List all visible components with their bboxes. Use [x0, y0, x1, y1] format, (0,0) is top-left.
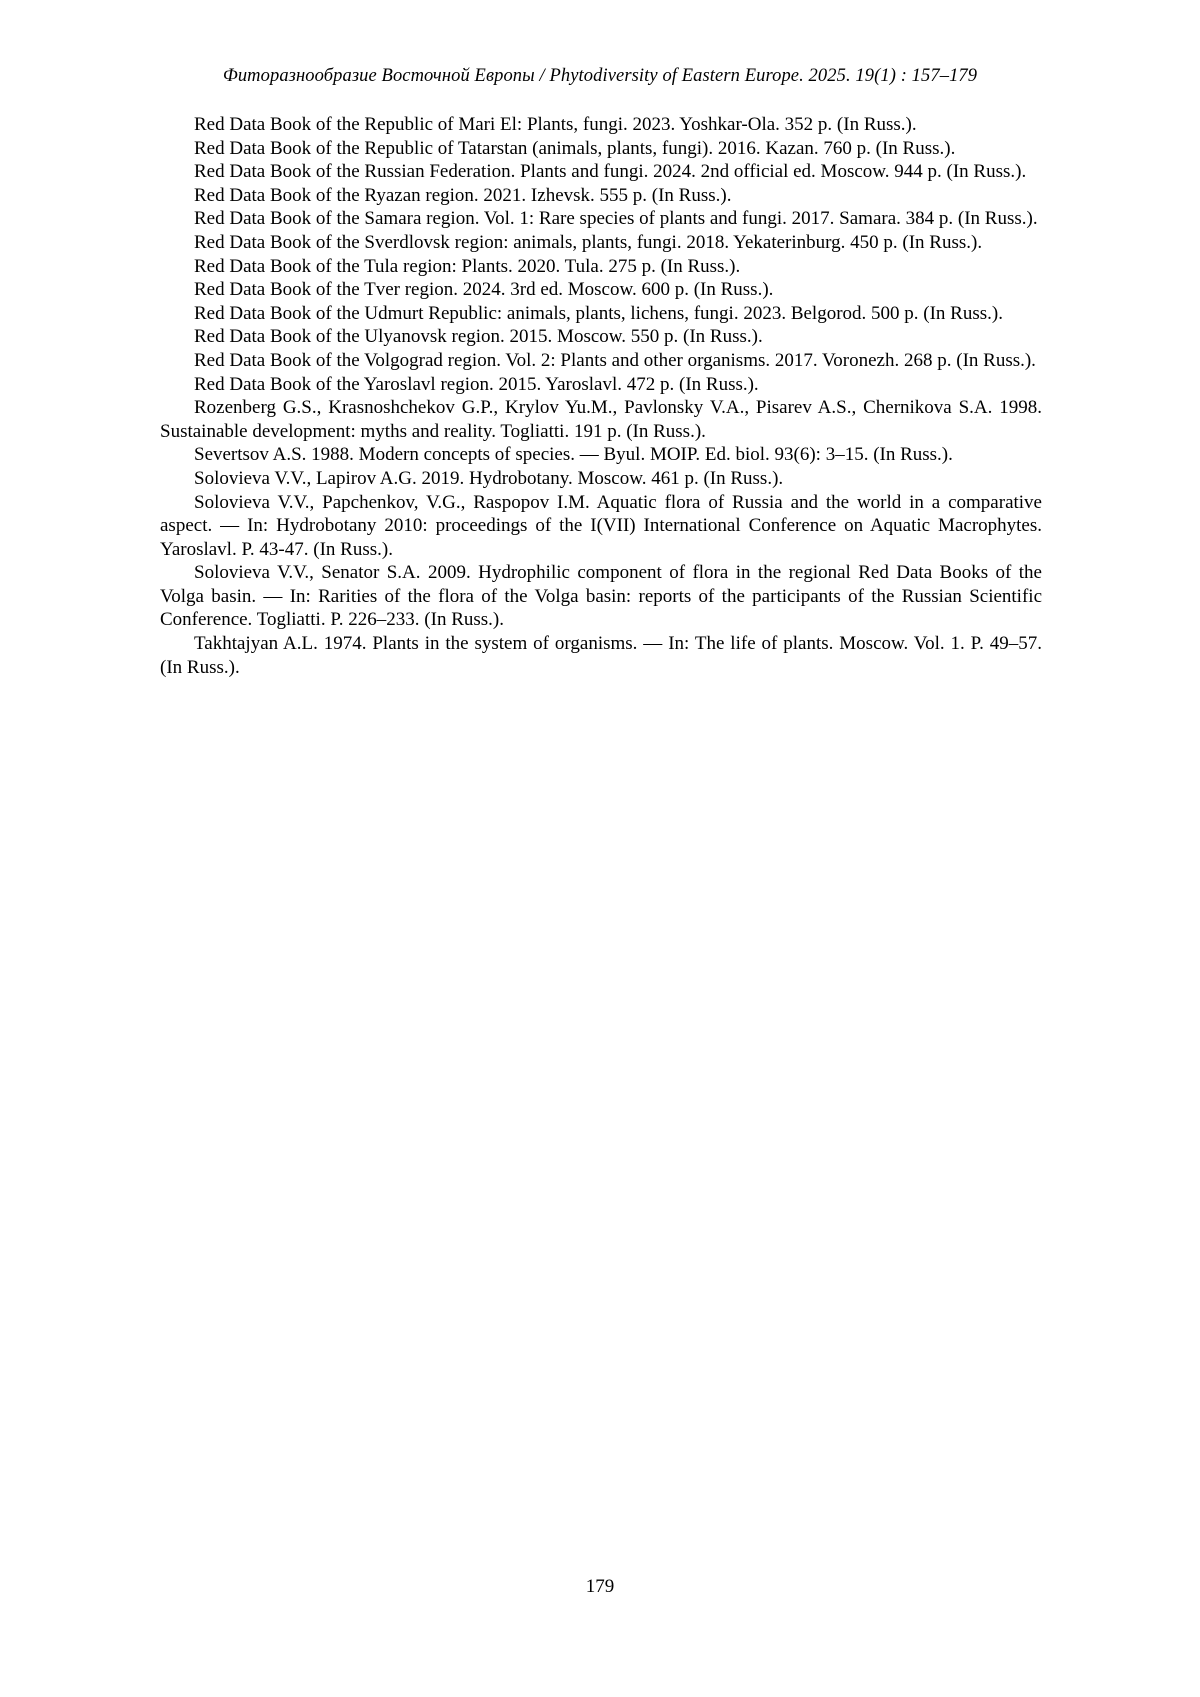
- reference-item: Red Data Book of the Ryazan region. 2021. Izhevsk. 555 p. (In Russ.).: [194, 184, 732, 206]
- reference-item: Red Data Book of the Ulyanovsk region. 2015. Moscow. 550 p. (In Russ.).: [194, 326, 763, 348]
- reference-item: Red Data Book of the Yaroslavl region. 2015. Yaroslavl. 472 p. (In Russ.).: [194, 373, 759, 395]
- reference-item: Red Data Book of the Tula region: Plants. 2020. Tula. 275 p. (In Russ.).: [194, 255, 741, 277]
- reference-item: Red Data Book of the Republic of Tatarstan (animals, plants, fungi). 2016. Kazan. 760 p. (In Russ.).: [194, 137, 956, 159]
- reference-item: Red Data Book of the Republic of Mari El: Plants, fungi. 2023. Yoshkar-Ola. 352 p. (In Russ.).: [194, 114, 917, 135]
- reference-item: Red Data Book of the Russian Federation. Plants and fungi. 2024. 2nd official ed. Moscow. 944 p. (In Russ.).: [194, 161, 1027, 183]
- reference-item: Severtsov A.S. 1988. Modern concepts of species. — Byul. MOIP. Ed. biol. 93(6): 3–15. (In Russ.).: [194, 444, 953, 466]
- reference-item: Red Data Book of the Tver region. 2024. 3rd ed. Moscow. 600 p. (In Russ.).: [194, 279, 774, 301]
- references-list: [160, 113, 1042, 679]
- reference-item: Red Data Book of the Volgograd region. Vol. 2: Plants and other organisms. 2017. Voronezh. 268 p. (In Russ.).: [194, 349, 1036, 371]
- reference-item: Rozenberg G.S., Krasnoshchekov G.P., Krylov Yu.M., Pavlonsky V.A., Pisarev A.S., Chernikova S.A. 1998. Sustainable development: myths and reality. Togliatti. 191 p. (In Russ.).: [160, 397, 1042, 442]
- reference-item: Red Data Book of the Udmurt Republic: animals, plants, lichens, fungi. 2023. Belgorod. 500 p. (In Russ.).: [194, 302, 1003, 324]
- reference-item: Solovieva V.V., Senator S.A. 2009. Hydrophilic component of flora in the regional Red Data Books of the Volga basin. — In: Rarities of the flora of the Volga basin: reports of the participants of the Russian Scientific Conference. Togliatti. P. 226–233. (In Russ.).: [160, 562, 1042, 631]
- reference-item: Red Data Book of the Sverdlovsk region: animals, plants, fungi. 2018. Yekaterinburg. 450 p. (In Russ.).: [194, 231, 983, 253]
- reference-item: Solovieva V.V., Papchenkov, V.G., Raspopov I.M. Aquatic flora of Russia and the world in a comparative aspect. — In: Hydrobotany 2010: proceedings of the I(VII) International Conference on Aquatic Macrophytes. Yaroslavl. P. 43-47. (In Russ.).: [160, 491, 1042, 560]
- reference-item: Takhtajyan A.L. 1974. Plants in the system of organisms. — In: The life of plants. Moscow. Vol. 1. P. 49–57. (In Russ.).: [160, 633, 1042, 678]
- reference-item: Solovieva V.V., Lapirov A.G. 2019. Hydrobotany. Moscow. 461 p. (In Russ.).: [194, 467, 784, 489]
- page-number: 179: [585, 1576, 615, 1597]
- running-header: Фиторазнообразие Восточной Европы / Phytodiversity of Eastern Europe. 2025. 19(1) : 157–179: [222, 66, 978, 86]
- reference-item: Red Data Book of the Samara region. Vol. 1: Rare species of plants and fungi. 2017. Samara. 384 p. (In Russ.).: [194, 208, 1038, 230]
